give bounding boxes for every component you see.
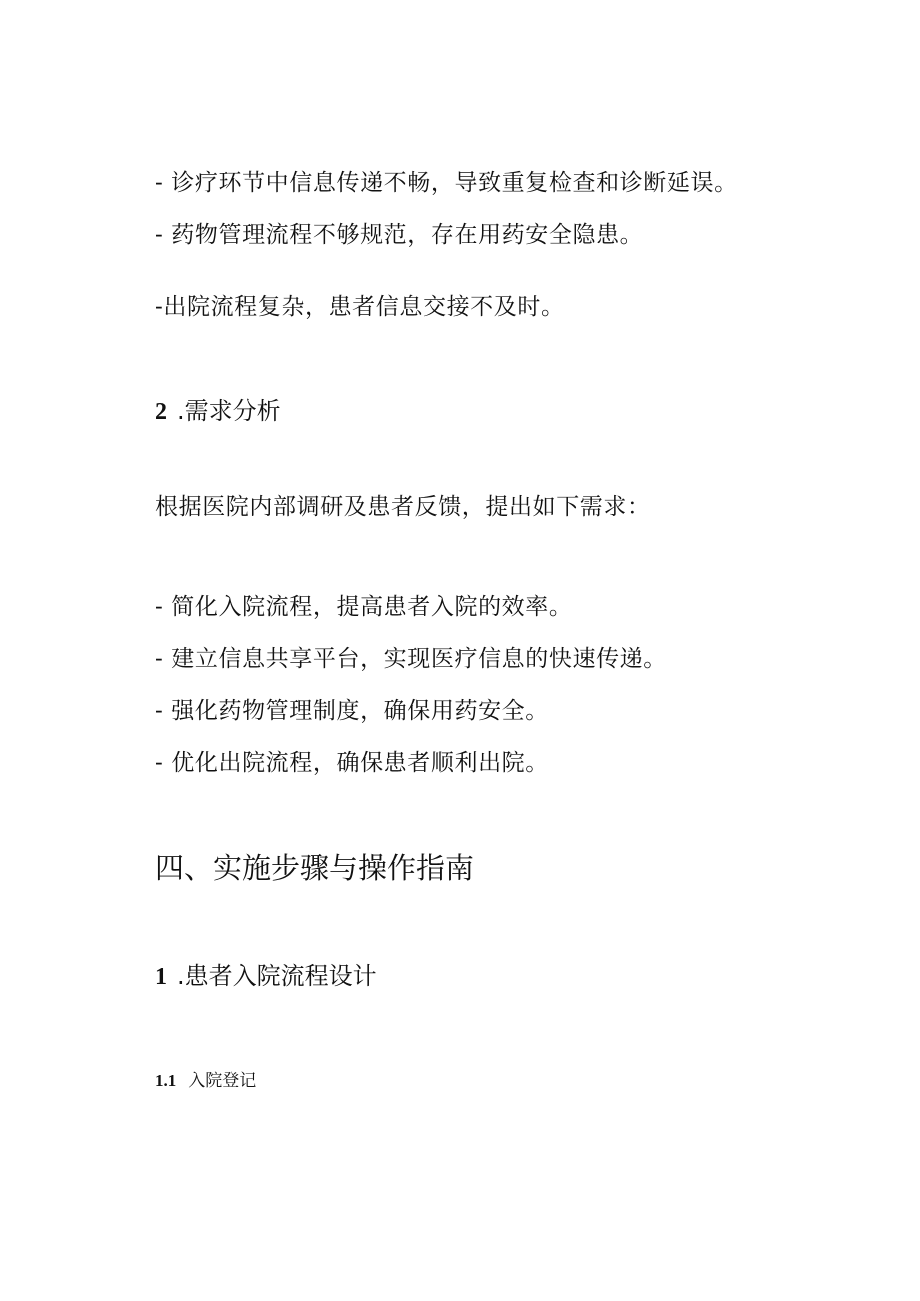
chapter-4-heading: 四、实施步骤与操作指南 — [155, 851, 475, 885]
requirement-item-3: - 强化药物管理制度，确保用药安全。 — [155, 698, 549, 724]
section-2-heading — [155, 399, 281, 424]
section-4-1-title: .患者入院流程设计 — [177, 962, 377, 990]
requirement-item-2: - 建立信息共享平台，实现医疗信息的快速传递。 — [155, 646, 667, 672]
section-2-intro: 根据医院内部调研及患者反馈，提出如下需求： — [155, 494, 651, 520]
problem-item-2: - 药物管理流程不够规范，存在用药安全隐患。 — [155, 222, 644, 248]
requirement-item-4: - 优化出院流程，确保患者顺利出院。 — [155, 750, 549, 776]
subsection-1-1-number: 1.1 — [155, 1071, 177, 1090]
subsection-1-1-title: 入院登记 — [188, 1071, 257, 1091]
subsection-1-1-heading — [155, 1072, 256, 1090]
section-2-number: 2 — [155, 399, 167, 425]
section-2-title: .需求分析 — [177, 397, 281, 425]
requirement-item-1: - 简化入院流程，提高患者入院的效率。 — [155, 594, 573, 620]
section-4-1-number: 1 — [155, 964, 167, 990]
problem-item-3: -出院流程复杂，患者信息交接不及时。 — [155, 294, 565, 320]
section-4-1-heading — [155, 964, 377, 989]
problem-item-1: - 诊疗环节中信息传递不畅，导致重复检查和诊断延误。 — [155, 170, 738, 196]
